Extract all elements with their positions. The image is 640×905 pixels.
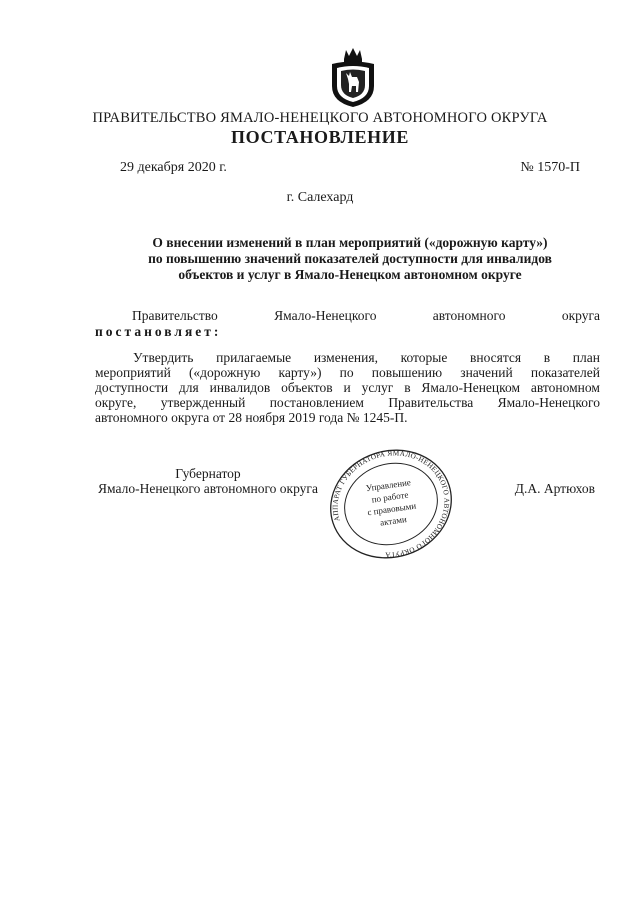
body-word: округе,: [95, 395, 137, 410]
stamp-center-line: Управление: [365, 477, 412, 494]
body-line: [95, 380, 600, 395]
coat-of-arms-icon: [328, 46, 378, 108]
body-word: автономного округа от 28 ноября 2019 года № 1245-П.: [95, 410, 408, 425]
body-word: значений: [460, 365, 513, 380]
body-word: в: [543, 350, 551, 365]
body-word: инвалидов: [209, 380, 271, 395]
body-word: по: [339, 365, 354, 380]
body-word: и: [343, 380, 351, 395]
preamble-word: округа: [561, 308, 600, 323]
preamble: [132, 308, 600, 324]
body-word: Утвердить: [133, 350, 194, 365]
body-word: показателей: [530, 365, 600, 380]
body-word: автономном: [530, 380, 600, 395]
body-line: [95, 410, 600, 425]
body-word: утвержденный: [160, 395, 246, 410]
signatory-name: Д.А. Артюхов: [514, 481, 595, 496]
title-line: О внесении изменений в план мероприятий («дорожную карту»): [152, 235, 548, 250]
body-word: доступности: [95, 380, 169, 395]
stamp-center-line: с правовыми: [366, 500, 417, 518]
body-line: [95, 395, 600, 410]
stamp-ring-text: АППАРАТ ГУБЕРНАТОРА ЯМАЛО-НЕНЕЦКОГО АВТОНОМНОГО ОКРУГА: [331, 449, 451, 559]
body-line: [95, 365, 600, 380]
preamble-word: автономного: [432, 308, 506, 323]
signatory-title-line: Губернатор: [175, 466, 241, 481]
stamp-center-line: актами: [379, 514, 408, 528]
body-word: в: [404, 380, 411, 395]
document-type: ПОСТАНОВЛЕНИЕ: [231, 127, 409, 147]
preamble-word: Ямало-Ненецкого: [274, 308, 377, 323]
decree-word: постановляет:: [95, 324, 222, 339]
title-line: объектов и услуг в Ямало-Ненецком автономном округе: [178, 267, 522, 282]
body-word: изменения,: [313, 350, 378, 365]
official-stamp: [327, 448, 455, 560]
body-word: карту»): [278, 365, 322, 380]
body-word: («дорожную: [188, 365, 261, 380]
document-city: г. Салехард: [286, 190, 354, 205]
title-line: по повышению значений показателей доступности для инвалидов: [148, 251, 552, 266]
body-word: вносятся: [469, 350, 522, 365]
document-date: 29 декабря 2020 г.: [120, 160, 227, 175]
body-line: [95, 350, 600, 365]
document-number: № 1570-П: [520, 160, 580, 175]
stamp-center-line: по работе: [371, 489, 410, 505]
body-word: Правительства: [388, 395, 474, 410]
signatory-title-line: Ямало-Ненецкого автономного округа: [98, 481, 318, 496]
body-word: повышению: [371, 365, 443, 380]
body-word: для: [178, 380, 199, 395]
body-word: Ямало-Ненецком: [421, 380, 521, 395]
signatory-title: [93, 466, 323, 496]
organization-name: ПРАВИТЕЛЬСТВО ЯМАЛО-НЕНЕЦКОГО АВТОНОМНОГО ОКРУГА: [92, 110, 548, 126]
document-title: [120, 235, 580, 283]
body-word: прилагаемые: [216, 350, 292, 365]
preamble-word: Правительство: [132, 308, 218, 323]
body-word: мероприятий: [95, 365, 171, 380]
body-word: Ямало-Ненецкого: [497, 395, 600, 410]
body-word: план: [572, 350, 600, 365]
body-word: услуг: [361, 380, 394, 395]
body-word: объектов: [281, 380, 333, 395]
body-paragraph: [95, 350, 600, 425]
body-word: постановлением: [269, 395, 364, 410]
body-word: которые: [400, 350, 448, 365]
